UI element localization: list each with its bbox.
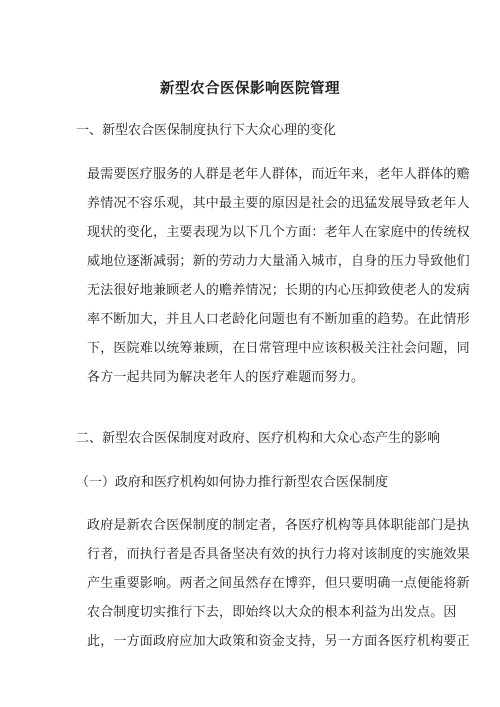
- subsection-heading-1: （一）政府和医疗机构如何协力推行新型农合医保制度: [76, 475, 389, 490]
- paragraph-line: 养情况不容乐观，其中最主要的原因是社会的迅猛发展导致老年人: [87, 196, 470, 211]
- section-heading-1: 一、新型农合医保制度执行下大众心理的变化: [76, 123, 337, 138]
- paragraph-line: 产生重要影响。两者之间虽然存在博弈，但只要明确一点便能将新: [87, 576, 470, 591]
- paragraph-line: 行者，而执行者是否具备坚决有效的执行力将对该制度的实施效果: [87, 547, 470, 562]
- paragraph-line: 此，一方面政府应加大政策和资金支持，另一方面各医疗机构要正: [87, 634, 470, 649]
- paragraph-line: 现状的变化，主要表现为以下几个方面：老年人在家庭中的传统权: [87, 225, 470, 240]
- section-heading-2: 二、新型农合医保制度对政府、医疗机构和大众心态产生的影响: [76, 431, 441, 446]
- document-title: 新型农合医保影响医院管理: [160, 80, 340, 97]
- paragraph-line: 下，医院难以统筹兼顾，在日常管理中应该积极关注社会问题，同: [87, 341, 470, 356]
- paragraph-line: 率不断加大，并且人口老龄化问题也有不断加重的趋势。在此情形: [87, 312, 470, 327]
- paragraph-1: [87, 166, 470, 398]
- paragraph-2: [87, 517, 470, 662]
- paragraph-line: 政府是新农合医保制度的制定者，各医疗机构等具体职能部门是执: [87, 518, 470, 533]
- paragraph-line: 无法很好地兼顾老人的赡养情况；长期的内心压抑致使老人的发病: [87, 283, 470, 298]
- paragraph-line: 农合制度切实推行下去，即始终以大众的根本利益为出发点。因: [87, 605, 457, 620]
- paragraph-line: 各方一起共同为解决老年人的医疗难题而努力。: [87, 370, 365, 385]
- paragraph-line: 威地位逐渐减弱；新的劳动力大量涌入城市，自身的压力导致他们: [87, 254, 470, 269]
- paragraph-line: 最需要医疗服务的人群是老年人群体，而近年来，老年人群体的赡: [87, 167, 470, 182]
